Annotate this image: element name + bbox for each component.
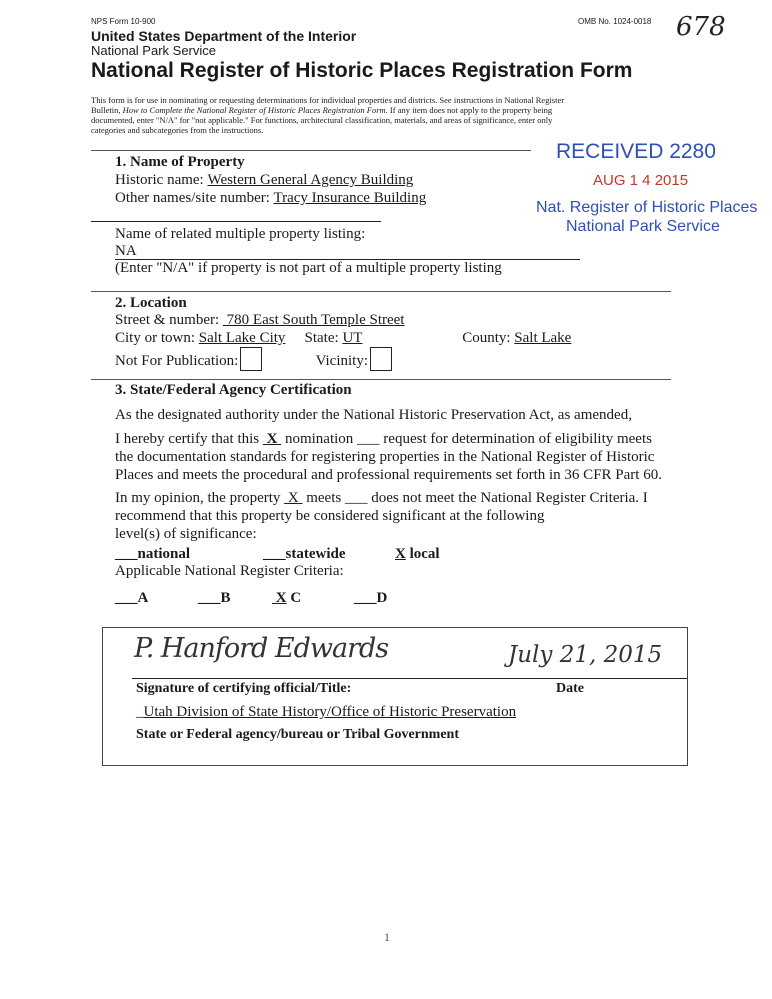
vicinity-label: Vicinity: [315, 353, 369, 369]
section3-heading: 3. State/Federal Agency Certification [115, 382, 352, 398]
county-field[interactable]: Salt Lake [514, 330, 572, 346]
street-field[interactable]: 780 East South Temple Street [226, 312, 405, 328]
other-names-field[interactable]: Tracy Insurance Building [273, 190, 427, 206]
section-divider [91, 291, 671, 292]
criteria-label: Applicable National Register Criteria: [115, 563, 344, 579]
certification-paragraph: I hereby certify that this X nomination ___ request for determination of eligibility meets the documentation standards for registering properties in the National Register of Historic Places and meets the procedural and professional requirements set forth in 36 CFR Part 60. [115, 431, 662, 483]
received-stamp: RECEIVED 2280 [556, 140, 716, 163]
city-field[interactable]: Salt Lake City [198, 330, 286, 346]
service-name: National Park Service [91, 43, 216, 58]
related-listing-note: (Enter "N/A" if property is not part of a multiple property listing [115, 260, 502, 276]
authority-statement: As the designated authority under the National Historic Preservation Act, as amended, [115, 407, 632, 423]
historic-name-row [115, 172, 527, 189]
criterion-c[interactable]: X C [275, 590, 302, 606]
criterion-d[interactable]: ___D [354, 590, 388, 606]
state-field[interactable]: UT [342, 330, 363, 346]
stamp-date: AUG 1 4 2015 [593, 172, 689, 189]
section2-heading: 2. Location [115, 295, 187, 311]
intro-line: categories and subcategories from the instructions. [91, 125, 264, 135]
opinion-paragraph: In my opinion, the property X meets ___ does not meet the National Register Criteria. I recommend that this property be considered significant at the following level(s) of significance: [115, 490, 648, 542]
historic-name-label: Historic name: [115, 172, 204, 188]
related-listing-field[interactable]: NA [115, 243, 137, 259]
stamp-service: National Park Service [566, 218, 720, 235]
county-label: County: [462, 330, 511, 346]
form-number: NPS Form 10-900 [91, 17, 156, 26]
page-number: 1 [384, 930, 390, 944]
section1-heading: 1. Name of Property [115, 154, 245, 170]
local-option[interactable]: X local [395, 546, 440, 562]
signature-label: Signature of certifying official/Title: [136, 681, 352, 696]
intro-line: documented, enter "N/A" for "not applicable." For functions, architectural classification, materials, and areas of significance, enter only [91, 115, 553, 125]
intro-line: This form is for use in nominating or requesting determinations for individual properties and districts. See instructions in National Register [91, 95, 565, 105]
office-field[interactable]: _Utah Division of State History/Office of Historic Preservation [136, 704, 517, 720]
other-names-label: Other names/site number: [115, 190, 270, 206]
stamp-register: Nat. Register of Historic Places [536, 199, 758, 216]
intro-paragraph [91, 95, 564, 135]
street-row [115, 312, 653, 329]
historic-name-field[interactable]: Western General Agency Building [207, 172, 414, 188]
handwritten-number: 678 [676, 12, 726, 42]
related-listing-label: Name of related multiple property listing: [115, 226, 366, 242]
not-for-publication-checkbox[interactable] [240, 347, 262, 371]
statewide-option[interactable]: ___statewide [263, 546, 346, 562]
nomination-mark[interactable]: X [266, 431, 278, 447]
signature-line [132, 678, 687, 679]
vicinity-checkbox[interactable] [370, 347, 392, 371]
section-divider [91, 379, 671, 380]
field-underline [91, 221, 381, 222]
national-option[interactable]: ___national [115, 546, 191, 562]
other-names-row [115, 190, 426, 207]
publication-row [115, 347, 392, 371]
agency-label: State or Federal agency/bureau or Tribal Government [136, 727, 460, 742]
intro-line: Bulletin, How to Complete the National Register of Historic Places Registration Form. If any item does not apply to the property being [91, 105, 553, 115]
city-row [115, 330, 652, 347]
city-label: City or town: [115, 330, 196, 346]
section-divider [91, 150, 531, 151]
date-label: Date [556, 681, 584, 696]
state-label: State: [304, 330, 339, 346]
page-title: National Register of Historic Places Registration Form [91, 59, 633, 82]
omb-number: OMB No. 1024-0018 [578, 17, 652, 26]
criterion-b[interactable]: ___B [198, 590, 231, 606]
meets-mark[interactable]: X [287, 490, 299, 506]
criterion-a[interactable]: ___A [115, 590, 149, 606]
date-handwritten[interactable]: July 21, 2015 [508, 642, 663, 668]
street-label: Street & number: [115, 312, 220, 328]
agency-name: United States Department of the Interior [91, 28, 357, 44]
not-for-publication-label: Not For Publication: [115, 353, 239, 369]
signature[interactable]: P. Hanford Edwards [134, 633, 389, 664]
